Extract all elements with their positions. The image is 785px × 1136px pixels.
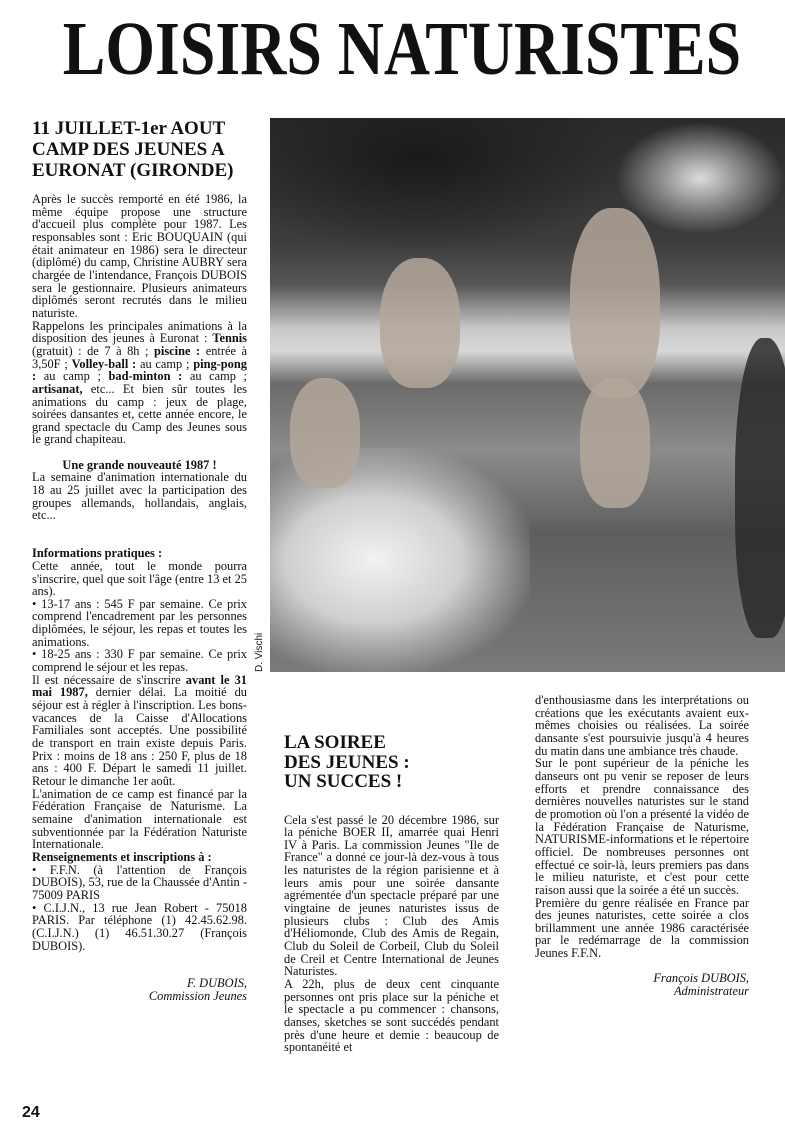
- text: • 18-25 ans : 330 F par semaine. Ce prix comprend le séjour et les repas.: [32, 647, 247, 675]
- heading-line: UN SUCCES !: [284, 771, 403, 792]
- article-soiree-col2: [535, 694, 749, 998]
- paragraph: Sur le pont supérieur de la péniche les danseurs ont pu venir se reposer de leurs efforts et prendre connaissance des dernières nouvelles naturistes sur le stand de promotion où l'on a présenté la vidéo de la Fédération Française de Naturisme, NATURISME-informations et le répertoire officiel. De nombreuses personnes ont effectué ce soir-là, leurs premiers pas dans le milieu naturiste, et c'est pour cette raison aussi que la soirée a été un succès.: [535, 756, 749, 897]
- signature-name: François DUBOIS,: [653, 971, 749, 986]
- paragraph: [32, 560, 247, 598]
- article-paragraphs: [32, 193, 247, 446]
- figure: [735, 338, 785, 638]
- signature-name: F. DUBOIS,: [187, 976, 247, 991]
- bold-text: bad-minton :: [108, 369, 183, 384]
- heading-line: DES JEUNES :: [284, 751, 410, 773]
- text: Il est nécessaire de s'inscrire: [32, 672, 186, 687]
- text: dernier délai. La moitié du séjour est à régler à l'inscription. Les bons-vacances de la Caisse d'Allocations Familiales sont acceptés. Une possibilité de transport en train existe depuis Paris. Prix : moins de 18 ans : 250 F, plus de 18 ans : 400 F. Départ le samedi 11 juillet. Retour le dimanche 1er août.: [32, 685, 248, 788]
- text: au camp ;: [136, 356, 194, 371]
- bold-text: artisanat,: [32, 381, 83, 396]
- paragraph: [32, 864, 247, 902]
- paragraph: [32, 598, 247, 649]
- bold-text: piscine :: [154, 343, 201, 358]
- text: • F.F.N. (à l'attention de François DUBOIS), 53, rue de la Chaussée d'Antin - 75009 PARIS: [32, 862, 247, 902]
- text: • C.I.J.N., 13 rue Jean Robert - 75018 PARIS. Par téléphone (1) 42.45.62.98. (C.I.J.N.) (1) 46.51.30.27 (François DUBOIS).: [32, 900, 247, 953]
- paragraph: Cela s'est passé le 20 décembre 1986, sur la péniche BOER II, amarrée quai Henri IV à Paris. La commission Jeunes "Ile de France" a donné ce jour-là dez-vous à tous les naturistes de la région parisienne et à leurs amis pour une soirée dansante agrémentée d'un spectacle préparé par une vingtaine de jeunes naturistes issus de plusieurs clubs : Club des Amis d'Héliomonde, Club des Amis de Regain, Club du Soleil de Corbeil, Club du Soleil de Creil et Centre International de Jeunes Naturistes.: [284, 812, 499, 979]
- text: L'animation de ce camp est financé par la Fédération Française de Naturisme. La semaine d'animation internationale est subventionnée par la Fédération Naturiste Internationale.: [32, 786, 247, 852]
- heading-line: LA SOIREE: [284, 732, 386, 753]
- paragraph: [32, 193, 247, 320]
- article-soiree-col1: [284, 733, 499, 1054]
- bold-text: Renseignements et inscriptions à :: [32, 849, 212, 864]
- paragraph: [32, 788, 247, 851]
- text: au camp ;: [36, 369, 109, 384]
- figure: [570, 208, 660, 398]
- text: etc... Et bien sûr toutes les animations du camp : jeux de plage, soirées dansantes et, cette année encore, le grand spectacle du Camp des Jeunes sous le grand chapiteau.: [32, 381, 247, 447]
- paragraph: A 22h, plus de deux cent cinquante personnes ont pris place sur la péniche et le spectacle a pu commencer : chansons, danses, sketches se sont succédés pendant près d'une heure et demie : beaucoup de spontanéité et: [284, 977, 499, 1055]
- signature-role: Administrateur: [673, 984, 749, 999]
- bold-text: ping-pong :: [32, 356, 247, 384]
- figure: [580, 378, 650, 508]
- bold-text: Tennis: [212, 331, 247, 346]
- text: au camp ;: [182, 369, 247, 384]
- figure: [380, 258, 460, 388]
- figure: [290, 378, 360, 488]
- paragraph: d'enthousiasme dans les interprétations ou créations que les exécutants avaient eux-mêmes choisies ou réalisées. La soirée dansante s'est poursuivie jusqu'à 4 heures du matin dans une ambiance très chaude.: [535, 693, 749, 758]
- page-number: 24: [22, 1104, 40, 1121]
- heading-line: CAMP DES JEUNES A: [32, 139, 225, 160]
- heading-line: 11 JUILLET-1er AOUT: [32, 118, 226, 139]
- text: Rappelons les principales animations à la disposition des jeunes à Euronat :: [32, 318, 247, 346]
- paragraph: [32, 320, 247, 447]
- paragraph: [32, 902, 247, 953]
- signature-role: Commission Jeunes: [148, 989, 247, 1004]
- info-heading: Informations pratiques :: [32, 546, 163, 561]
- text: • 13-17 ans : 545 F par semaine. Ce prix comprend l'encadrement par les personnes diplômées, le séjour, les repas et toutes les animations.: [32, 596, 247, 649]
- subheading: Une grande nouveauté 1987 !: [62, 457, 217, 472]
- text: (gratuit) : de 7 à 8h ;: [32, 343, 154, 358]
- text: entrée à 3,50F ;: [32, 343, 247, 371]
- paragraph: [32, 648, 247, 673]
- heading-line: EURONAT (GIRONDE): [32, 160, 234, 181]
- text: Après le succès remporté en été 1986, la même équipe propose une structure d'accueil plus complète pour 1987. Les responsables sont : Eric BOUQUAIN (qui était animateur en 1986) sera le directeur (diplômé) du camp, Christine AUBRY sera chargée de l'intendance, François DUBOIS sera le gestionnaire. Plusieurs animateurs diplômés seront recrutés dans le milieu naturiste.: [32, 192, 247, 320]
- page-title: LOISIRS NATURISTES: [62, 7, 742, 91]
- paragraph: La semaine d'animation internationale du 18 au 25 juillet avec la participation des groupes allemands, hollandais, anglais, etc...: [32, 470, 247, 523]
- bold-text: avant le 31 mai 1987,: [32, 672, 247, 700]
- info-paragraphs: [32, 560, 247, 952]
- paragraph: Première du genre réalisée en France par des jeunes naturistes, cette soirée a clos brillamment une année 1986 caractérisée par le redémarrage de la commission Jeunes F.F.N.: [535, 895, 749, 961]
- photo-pool-scene: [270, 118, 785, 672]
- text: Cette année, tout le monde pourra s'inscrire, quel que soit l'âge (entre 13 et 25 ans).: [32, 558, 247, 599]
- photo-credit: D. Vischi: [254, 632, 265, 672]
- bold-text: Volley-ball :: [71, 356, 137, 371]
- article-camp: [32, 118, 247, 1003]
- paragraph: [32, 674, 247, 788]
